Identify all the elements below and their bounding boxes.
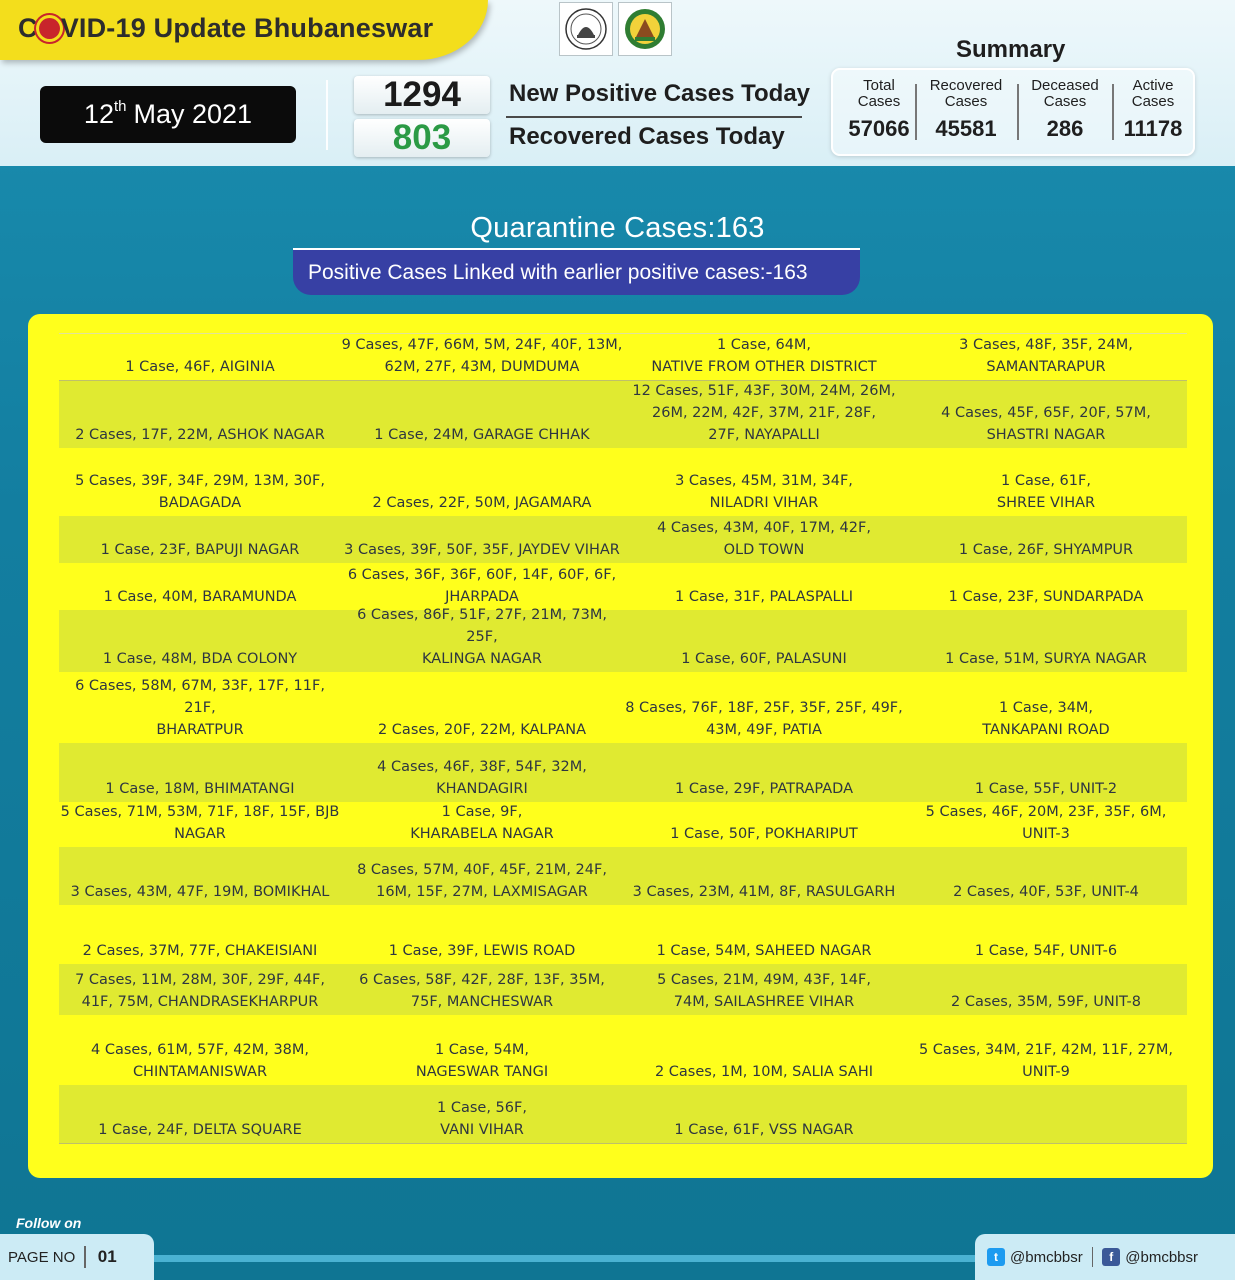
table-cell: 1 Case, 18M, BHIMATANGI — [105, 781, 295, 797]
table-cell: 8 Cases, 76F, 18F, 25F, 35F, 25F, 49F, 43M, 49F, PATIA — [625, 700, 903, 738]
table-cell: 3 Cases, 23M, 41M, 8F, RASULGARH — [632, 884, 896, 900]
recovered-count: 803 — [354, 119, 490, 157]
social-tab — [975, 1234, 1235, 1280]
date-box — [40, 86, 296, 143]
new-positive-label: New Positive Cases Today — [509, 80, 811, 107]
table-row — [59, 381, 1187, 448]
table-cell: 2 Cases, 22F, 50M, JAGAMARA — [372, 495, 592, 511]
follow-on-label: Follow on — [16, 1215, 82, 1231]
label-divider — [506, 116, 802, 118]
title-rest: VID-19 Update Bhubaneswar — [60, 13, 434, 43]
table-cell: 1 Case, 61F, SHREE VIHAR — [996, 473, 1096, 511]
table-cell: 1 Case, 55F, UNIT-2 — [974, 781, 1118, 797]
table-cell: 6 Cases, 36F, 36F, 60F, 14F, 60F, 6F, JHARPADA — [347, 567, 617, 605]
table-cell: 1 Case, 31F, PALASPALLI — [675, 589, 853, 605]
twitter-icon[interactable]: t — [987, 1248, 1005, 1266]
table-cell: 1 Case, 48M, BDA COLONY — [102, 651, 298, 667]
table-cell: 3 Cases, 43M, 47F, 19M, BOMIKHAL — [70, 884, 330, 900]
table-cell: 1 Case, 40M, BARAMUNDA — [103, 589, 297, 605]
summary-separator — [915, 84, 917, 140]
table-row — [59, 1015, 1187, 1085]
table-cell — [905, 1085, 1187, 1143]
table-cell: 1 Case, 39F, LEWIS ROAD — [388, 943, 576, 959]
table-cell: 5 Cases, 21M, 49M, 43F, 14F, 74M, SAILASHREE VIHAR — [657, 972, 871, 1010]
table-cell: 1 Case, 54M, NAGESWAR TANGI — [415, 1042, 549, 1080]
table-row — [59, 607, 1187, 672]
table-cell: 2 Cases, 37M, 77F, CHAKEISIANI — [82, 943, 318, 959]
table-row — [59, 905, 1187, 964]
table-cell: 1 Case, 23F, SUNDARPADA — [948, 589, 1144, 605]
table-cell: 5 Cases, 46F, 20M, 23F, 35F, 6M, UNIT-3 — [925, 804, 1167, 842]
facebook-icon[interactable]: f — [1102, 1248, 1120, 1266]
title-tab — [0, 0, 488, 60]
summary-active — [1117, 78, 1189, 142]
table-cell: 6 Cases, 58M, 67M, 33F, 17F, 11F, 21F, BHARATPUR — [75, 678, 325, 738]
recovered-label: Recovered Cases Today — [509, 123, 785, 150]
table-cell: 1 Case, 24F, DELTA SQUARE — [98, 1122, 302, 1138]
table-cell: 1 Case, 29F, PATRAPADA — [675, 781, 853, 797]
table-cell: 5 Cases, 39F, 34F, 29M, 13M, 30F, BADAGADA — [75, 473, 325, 511]
table-cell: 1 Case, 26F, SHYAMPUR — [958, 542, 1134, 558]
social-separator — [1092, 1247, 1094, 1267]
date-suffix: th — [113, 98, 127, 115]
page-number: 01 — [97, 1247, 117, 1266]
virus-icon — [39, 18, 60, 39]
table-cell: 1 Case, 24M, GARAGE CHHAK — [374, 427, 590, 443]
table-cell: 1 Case, 46F, AIGINIA — [125, 359, 275, 375]
date-day: 12 — [83, 99, 114, 129]
header-divider — [326, 80, 328, 150]
summary-box — [831, 68, 1195, 156]
table-row — [59, 964, 1187, 1015]
table-cell: 1 Case, 64M, NATIVE FROM OTHER DISTRICT — [651, 337, 877, 375]
header-band — [0, 0, 1235, 166]
table-cell: 1 Case, 9F, KHARABELA NAGAR — [410, 804, 554, 842]
table-row — [59, 563, 1187, 610]
table-cell: 2 Cases, 40F, 53F, UNIT-4 — [953, 884, 1139, 900]
table-cell: 1 Case, 50F, POKHARIPUT — [670, 826, 858, 842]
odisha-govt-emblem-logo — [559, 2, 613, 56]
summary-active-value: 11178 — [1123, 116, 1183, 141]
date-month-year: May 2021 — [133, 99, 253, 129]
bmc-emblem-icon — [623, 7, 667, 51]
table-cell: 1 Case, 61F, VSS NAGAR — [674, 1122, 854, 1138]
table-cell: 4 Cases, 43M, 40F, 17M, 42F, OLD TOWN — [657, 520, 871, 558]
table-row — [59, 1085, 1187, 1144]
table-cell: 1 Case, 54F, UNIT-6 — [974, 943, 1118, 959]
summary-separator — [1112, 84, 1114, 140]
table-cell: 1 Case, 23F, BAPUJI NAGAR — [100, 542, 300, 558]
table-cell: 1 Case, 60F, PALASUNI — [681, 651, 847, 667]
summary-recovered-label: Recovered Cases — [929, 77, 1003, 110]
table-cell: 6 Cases, 58F, 42F, 28F, 13F, 35M, 75F, MANCHESWAR — [359, 972, 605, 1010]
table-cell: 5 Cases, 71M, 53M, 71F, 18F, 15F, BJB NAGAR — [60, 804, 340, 842]
twitter-handle[interactable]: @bmcbbsr — [1010, 1248, 1083, 1266]
summary-total — [841, 78, 917, 142]
table-cell: 1 Case, 34M, TANKAPANI ROAD — [982, 700, 1110, 738]
table-row — [59, 802, 1187, 847]
page-title — [18, 13, 433, 44]
summary-deceased — [1023, 78, 1107, 142]
summary-recovered-value: 45581 — [935, 116, 997, 141]
summary-active-label: Active Cases — [1131, 77, 1175, 110]
table-cell: 8 Cases, 57M, 40F, 45F, 21M, 24F, 16M, 15F, 27M, LAXMISAGAR — [357, 862, 607, 900]
table-cell: 1 Case, 51M, SURYA NAGAR — [945, 651, 1147, 667]
emblem-icon — [564, 7, 608, 51]
table-cell: 2 Cases, 1M, 10M, SALIA SAHI — [654, 1064, 874, 1080]
table-row — [59, 516, 1187, 563]
table-cell: 2 Cases, 20F, 22M, KALPANA — [377, 722, 587, 738]
table-cell: 4 Cases, 45F, 65F, 20F, 57M, SHASTRI NAGAR — [941, 405, 1151, 443]
page-separator — [84, 1246, 86, 1268]
table-row — [59, 847, 1187, 905]
table-cell: 12 Cases, 51F, 43F, 30M, 24M, 26M, 26M, 22M, 42F, 37M, 21F, 28F, 27F, NAYAPALLI — [632, 383, 896, 443]
cases-panel — [28, 314, 1213, 1178]
table-cell: 1 Case, 56F, VANI VIHAR — [437, 1100, 527, 1138]
linked-cases-banner: Positive Cases Linked with earlier positive cases:-163 — [293, 248, 860, 295]
summary-separator — [1017, 84, 1019, 140]
page-number-tab — [0, 1234, 154, 1280]
table-cell: 5 Cases, 34M, 21F, 42M, 11F, 27M, UNIT-9 — [918, 1042, 1174, 1080]
table-row — [59, 334, 1187, 381]
quarantine-title: Quarantine Cases:163 — [470, 212, 765, 244]
table-cell: 3 Cases, 48F, 35F, 24M, SAMANTARAPUR — [959, 337, 1133, 375]
table-cell: 2 Cases, 17F, 22M, ASHOK NAGAR — [75, 427, 325, 443]
new-positive-count: 1294 — [354, 76, 490, 114]
table-row — [59, 672, 1187, 743]
table-cell: 7 Cases, 11M, 28M, 30F, 29F, 44F, 41F, 75M, CHANDRASEKHARPUR — [75, 972, 325, 1010]
table-row — [59, 448, 1187, 516]
table-cell: 4 Cases, 61M, 57F, 42M, 38M, CHINTAMANISWAR — [90, 1042, 310, 1080]
summary-deceased-label: Deceased Cases — [1031, 77, 1099, 110]
summary-recovered — [921, 78, 1011, 142]
page-label: PAGE NO — [8, 1248, 76, 1266]
table-cell: 6 Cases, 86F, 51F, 27F, 21M, 73M, 25F, KALINGA NAGAR — [357, 607, 607, 667]
summary-deceased-value: 286 — [1046, 116, 1084, 141]
facebook-handle[interactable]: @bmcbbsr — [1125, 1248, 1198, 1266]
table-cell: 3 Cases, 39F, 50F, 35F, JAYDEV VIHAR — [344, 542, 620, 558]
table-cell: 3 Cases, 45M, 31M, 34F, NILADRI VIHAR — [675, 473, 853, 511]
bmc-logo — [618, 2, 672, 56]
table-cell: 1 Case, 54M, SAHEED NAGAR — [656, 943, 872, 959]
table-cell: 4 Cases, 46F, 38F, 54F, 32M, KHANDAGIRI — [377, 759, 587, 797]
footer-rule — [140, 1255, 990, 1262]
title-prefix: C — [18, 13, 38, 43]
table-cell: 2 Cases, 35M, 59F, UNIT-8 — [950, 994, 1141, 1010]
summary-title: Summary — [956, 36, 1066, 63]
summary-total-label: Total Cases — [857, 77, 901, 110]
cases-table — [59, 334, 1187, 1144]
table-row — [59, 743, 1187, 802]
summary-total-value: 57066 — [848, 116, 910, 141]
table-cell: 9 Cases, 47F, 66M, 5M, 24F, 40F, 13M, 62M, 27F, 43M, DUMDUMA — [341, 337, 623, 375]
